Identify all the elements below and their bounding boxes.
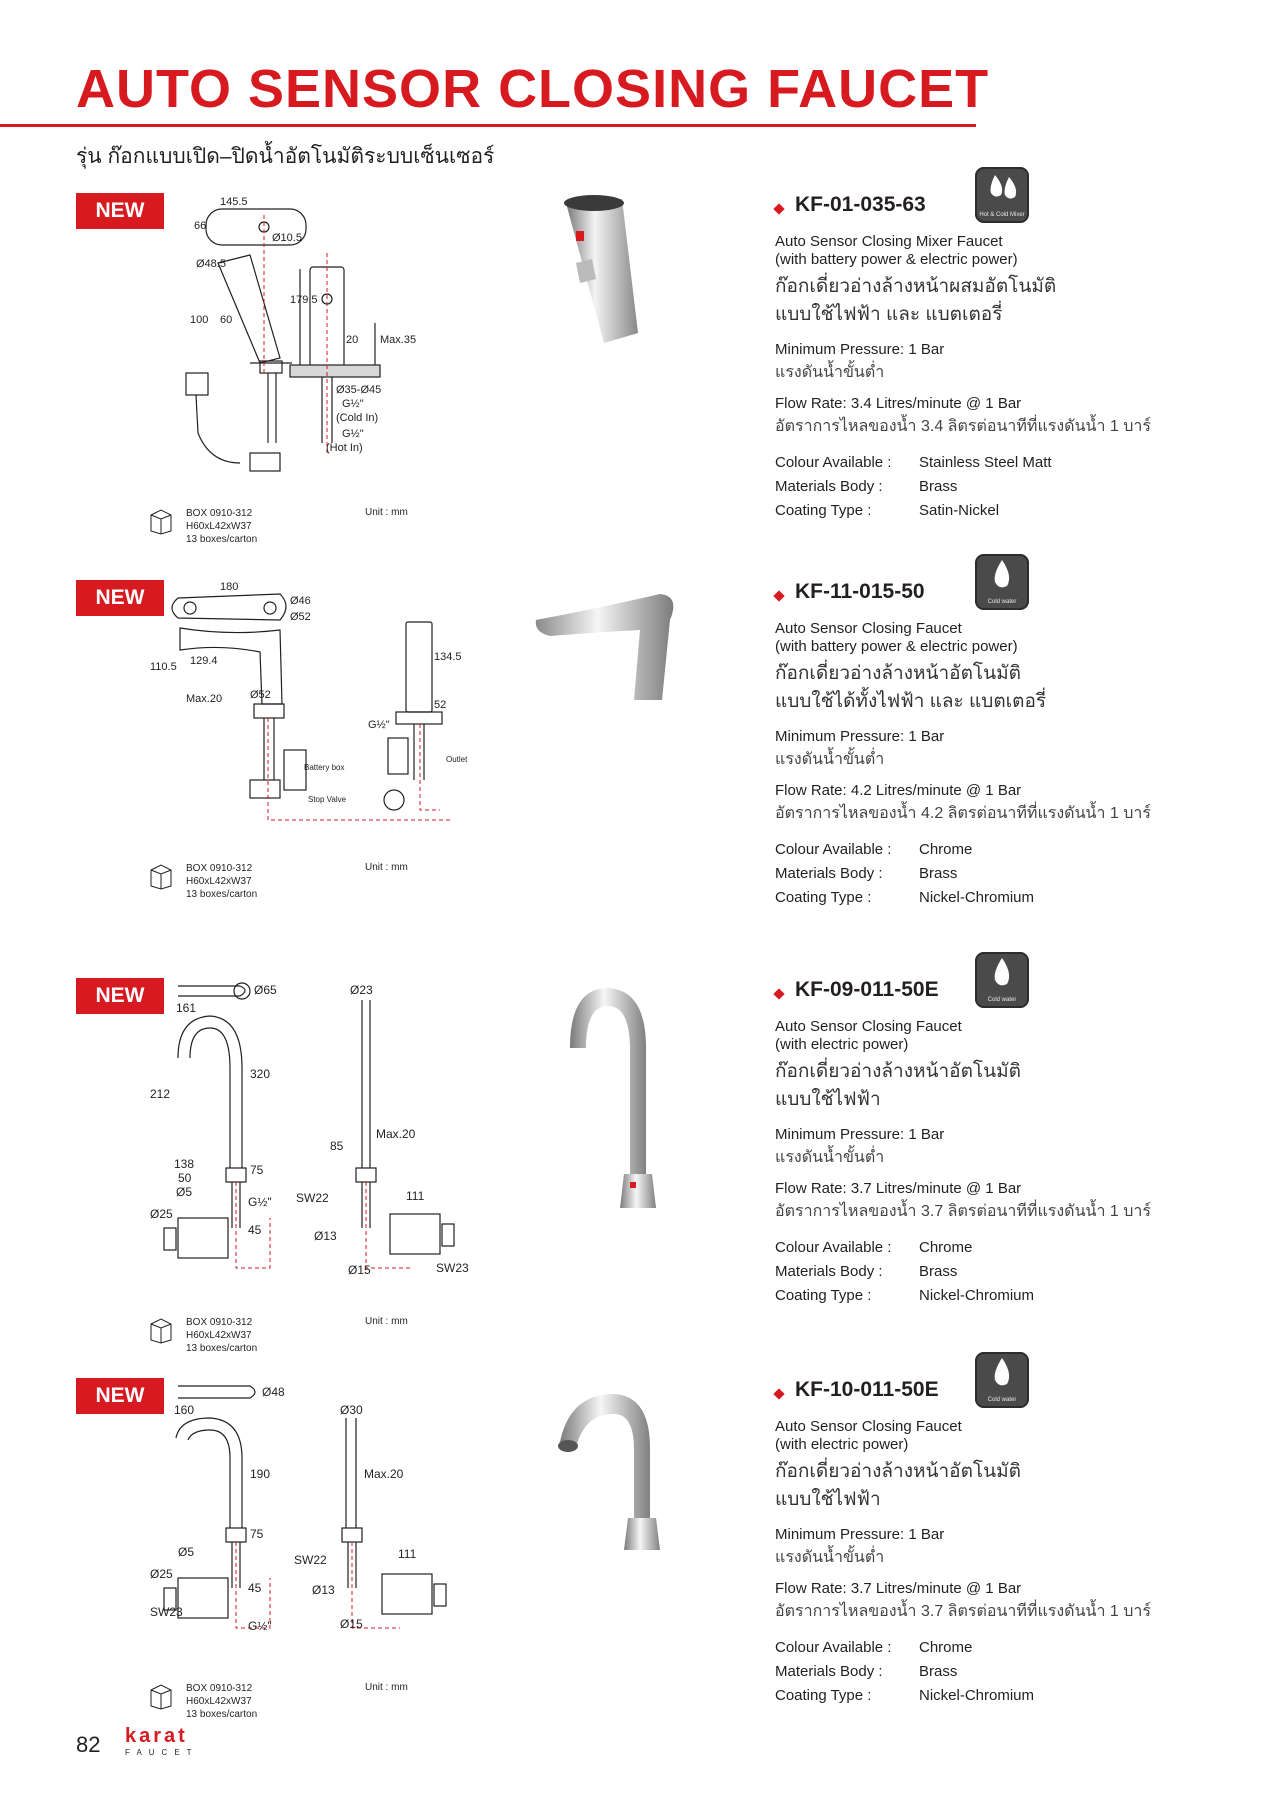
dim-label: 145.5 [220,196,248,208]
dim-label: 161 [176,1001,197,1015]
cold-water-icon [975,952,1029,1008]
flow-rate-th: อัตราการไหลของน้ำ 3.7 ลิตรต่อนาทีที่แรงดันน้ำ 1 บาร์ [775,1603,1151,1620]
icon-label: Cold water [987,1397,1017,1403]
colour-value: Chrome [919,1639,973,1656]
flow-rate-th: อัตราการไหลของน้ำ 3.4 ลิตรต่อนาทีที่แรงดันน้ำ 1 บาร์ [775,418,1151,435]
dim-label: Ø5 [176,1185,193,1199]
material-value: Brass [919,1663,958,1680]
box-qty: 13 boxes/carton [186,889,258,900]
dim-label: Ø52 [250,689,271,701]
dim-label: 75 [250,1527,264,1541]
name-th-sub: แบบใช้ได้ทั้งไฟฟ้า และ แบตเตอรี่ [775,691,1047,712]
hot-cold-water-icon [975,167,1029,223]
technical-drawing [150,580,530,900]
min-pressure-th: แรงดันน้ำขั้นต่ำ [775,1149,885,1166]
dim-label: Ø30 [340,1403,363,1417]
box-icon [150,864,172,890]
bullet-diamond-icon [773,203,784,214]
dim-label: Max.20 [376,1127,416,1141]
product-kf-10-011-50e [0,1378,1281,1758]
dim-label: 60 [220,314,233,326]
dim-label: 52 [434,699,447,711]
product-kf-09-011-50e [0,978,1281,1358]
product-photo [530,1378,700,1578]
coating-value: Nickel-Chromium [919,1687,1035,1704]
dim-label: 129.4 [190,655,218,667]
material-value: Brass [919,865,958,882]
dim-label: 100 [190,314,209,326]
min-pressure-th: แรงดันน้ำขั้นต่ำ [775,751,885,768]
dim-label: 75 [250,1163,264,1177]
material-value: Brass [919,1263,958,1280]
box-code: BOX 0910-312 [186,1317,253,1328]
coating-label: Coating Type : [775,1287,872,1304]
coating-label: Coating Type : [775,1687,872,1704]
dim-label: Max.20 [186,693,223,705]
dim-label: Ø46 [290,595,311,607]
product-kf-11-015-50 [0,580,1281,960]
dim-label: Battery box [304,763,345,772]
dim-label: 66 [194,220,207,232]
product-photo [530,978,700,1218]
dim-label: (Cold In) [336,412,379,424]
product-photo [530,193,700,393]
min-pressure: Minimum Pressure: 1 Bar [775,341,945,358]
dim-label: 111 [398,1547,417,1561]
technical-drawing [150,978,530,1298]
technical-drawing [150,193,530,513]
name-th: ก๊อกเดี่ยวอ่างล้างหน้าอัตโนมัติ [775,1461,1021,1482]
cold-water-icon [975,554,1029,610]
dim-label: Ø25 [150,1207,173,1221]
product-kf-01-035-63 [0,193,1281,573]
box-qty: 13 boxes/carton [186,1709,258,1720]
brand-name: karat [125,1725,188,1747]
dim-label: 50 [178,1171,192,1185]
colour-label: Colour Available : [775,1239,892,1256]
box-icon [150,1318,172,1344]
dim-label: G½" [368,719,390,731]
cold-water-icon [975,1352,1029,1408]
box-code: BOX 0910-312 [186,863,253,874]
dim-label: Ø10.5 [272,232,302,244]
box-qty: 13 boxes/carton [186,1343,258,1354]
box-icon [150,1684,172,1710]
unit-label: Unit : mm [365,1316,408,1327]
dim-label: Ø65 [254,983,277,997]
product-properties [775,838,1195,910]
new-badge: NEW [76,193,164,229]
material-value: Brass [919,478,958,495]
dim-label: 20 [346,334,359,346]
colour-label: Colour Available : [775,454,892,471]
min-pressure: Minimum Pressure: 1 Bar [775,728,945,745]
box-code: BOX 0910-312 [186,1683,253,1694]
box-size: H60xL42xW37 [186,1696,252,1707]
name-th: ก๊อกเดี่ยวอ่างล้างหน้าอัตโนมัติ [775,663,1021,684]
icon-label: Cold water [987,599,1017,605]
flow-rate: Flow Rate: 3.7 Litres/minute @ 1 Bar [775,1180,1022,1197]
icon-label: Hot & Cold Mixer [979,212,1025,218]
min-pressure: Minimum Pressure: 1 Bar [775,1126,945,1143]
dim-label: 212 [150,1087,171,1101]
material-label: Materials Body : [775,865,883,882]
name-th-sub: แบบใช้ไฟฟ้า และ แบตเตอรี่ [775,304,1003,325]
name-en-sub: (with battery power & electric power) [775,251,1018,268]
dim-label: G½" [248,1195,272,1209]
unit-label: Unit : mm [365,507,408,518]
dim-label: G½" [248,1619,272,1633]
dim-label: Ø5 [178,1545,195,1559]
dim-label: 111 [406,1189,425,1203]
dim-label: SW22 [296,1191,329,1205]
dim-label: (Hot In) [326,442,363,454]
min-pressure: Minimum Pressure: 1 Bar [775,1526,945,1543]
box-qty: 13 boxes/carton [186,534,258,545]
dim-label: 138 [174,1157,195,1171]
colour-label: Colour Available : [775,1639,892,1656]
bullet-diamond-icon [773,988,784,999]
unit-label: Unit : mm [365,1682,408,1693]
colour-value: Chrome [919,1239,973,1256]
new-badge: NEW [76,978,164,1014]
product-code: KF-11-015-50 [795,580,925,603]
box-code: BOX 0910-312 [186,508,253,519]
dim-label: 45 [248,1223,262,1237]
dim-label: G½" [342,428,364,440]
dim-label: 180 [220,581,239,593]
product-properties [775,451,1195,523]
name-en: Auto Sensor Closing Mixer Faucet [775,233,1003,250]
product-info [775,580,1195,910]
coating-value: Satin-Nickel [919,502,1000,519]
product-code: KF-09-011-50E [795,978,939,1001]
product-code: KF-01-035-63 [795,193,926,216]
dim-label: 85 [330,1139,344,1153]
flow-rate: Flow Rate: 3.4 Litres/minute @ 1 Bar [775,395,1022,412]
dim-label: 45 [248,1581,262,1595]
flow-rate-th: อัตราการไหลของน้ำ 3.7 ลิตรต่อนาทีที่แรงดันน้ำ 1 บาร์ [775,1203,1151,1220]
product-properties [775,1236,1195,1308]
page-subtitle: รุ่น ก๊อกแบบเปิด–ปิดน้ำอัตโนมัติระบบเซ็นเซอร์ [76,145,495,168]
coating-label: Coating Type : [775,889,872,906]
dim-label: Max.35 [380,334,417,346]
title-rule [0,124,976,127]
dim-label: SW22 [294,1553,327,1567]
dim-label: SW23 [436,1261,469,1275]
dim-label: 190 [250,1467,271,1481]
product-info [775,1378,1195,1708]
box-size: H60xL42xW37 [186,1330,252,1341]
name-th-sub: แบบใช้ไฟฟ้า [775,1089,881,1110]
dim-label: SW23 [150,1605,183,1619]
flow-rate: Flow Rate: 4.2 Litres/minute @ 1 Bar [775,782,1022,799]
page-number: 82 [76,1732,101,1757]
new-badge: NEW [76,1378,164,1414]
name-en-sub: (with battery power & electric power) [775,638,1018,655]
min-pressure-th: แรงดันน้ำขั้นต่ำ [775,364,885,381]
product-photo [530,580,700,780]
dim-label: G½" [342,398,364,410]
dim-label: 320 [250,1067,271,1081]
colour-value: Stainless Steel Matt [919,454,1052,471]
name-en-sub: (with electric power) [775,1436,909,1453]
dim-label: Ø13 [314,1229,337,1243]
brand-sub: FAUCET [125,1748,199,1757]
box-size: H60xL42xW37 [186,876,252,887]
dim-label: Ø25 [150,1567,173,1581]
colour-label: Colour Available : [775,841,892,858]
new-badge: NEW [76,580,164,616]
name-en: Auto Sensor Closing Faucet [775,1018,962,1035]
dim-label: Ø48 [262,1385,285,1399]
dim-label: Ø15 [340,1617,363,1631]
dim-label: Ø23 [350,983,373,997]
brand-logo [125,1726,205,1757]
icon-label: Cold water [987,997,1017,1003]
unit-label: Unit : mm [365,862,408,873]
name-th-sub: แบบใช้ไฟฟ้า [775,1489,881,1510]
product-properties [775,1636,1195,1708]
dim-label: 110.5 [150,661,177,673]
page-title: AUTO SENSOR CLOSING FAUCET [76,59,990,119]
min-pressure-th: แรงดันน้ำขั้นต่ำ [775,1549,885,1566]
dim-label: 134.5 [434,651,462,663]
material-label: Materials Body : [775,478,883,495]
name-en: Auto Sensor Closing Faucet [775,620,962,637]
dim-label: Outlet [446,755,468,764]
dim-label: Ø35-Ø45 [336,384,382,396]
name-en-sub: (with electric power) [775,1036,909,1053]
name-th: ก๊อกเดี่ยวอ่างล้างหน้าผสมอัตโนมัติ [775,276,1057,297]
dim-label: Ø13 [312,1583,335,1597]
box-icon [150,509,172,535]
dim-label: Stop Valve [308,795,347,804]
dim-label: Max.20 [364,1467,404,1481]
box-size: H60xL42xW37 [186,521,252,532]
flow-rate: Flow Rate: 3.7 Litres/minute @ 1 Bar [775,1580,1022,1597]
dim-label: 179.5 [290,294,318,306]
product-code: KF-10-011-50E [795,1378,939,1401]
technical-drawing [150,1378,530,1698]
coating-value: Nickel-Chromium [919,889,1035,906]
dim-label: Ø15 [348,1263,371,1277]
name-en: Auto Sensor Closing Faucet [775,1418,962,1435]
dim-label: Ø52 [290,611,311,623]
flow-rate-th: อัตราการไหลของน้ำ 4.2 ลิตรต่อนาทีที่แรงดันน้ำ 1 บาร์ [775,805,1151,822]
dim-label: Ø48.5 [196,258,226,270]
product-info [775,193,1195,523]
material-label: Materials Body : [775,1663,883,1680]
coating-label: Coating Type : [775,502,872,519]
dim-label: 160 [174,1403,195,1417]
colour-value: Chrome [919,841,973,858]
material-label: Materials Body : [775,1263,883,1280]
name-th: ก๊อกเดี่ยวอ่างล้างหน้าอัตโนมัติ [775,1061,1021,1082]
product-info [775,978,1195,1308]
bullet-diamond-icon [773,590,784,601]
coating-value: Nickel-Chromium [919,1287,1035,1304]
bullet-diamond-icon [773,1388,784,1399]
